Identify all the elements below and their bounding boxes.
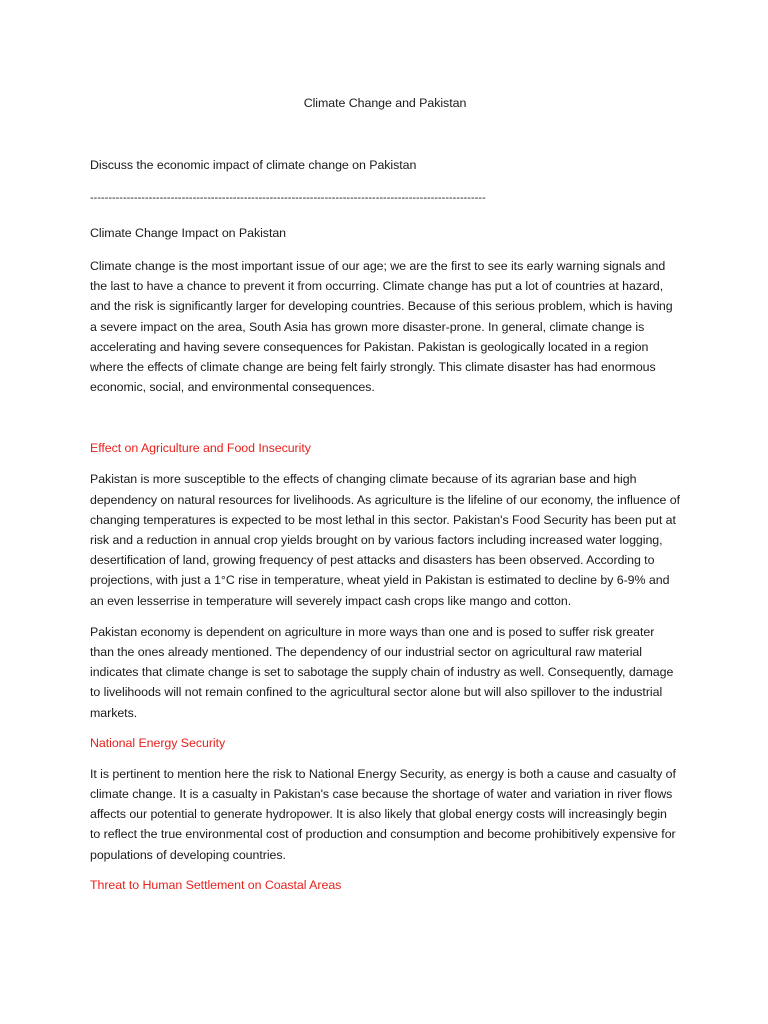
section-heading-agriculture: Effect on Agriculture and Food Insecurity xyxy=(90,441,311,456)
question-text: Discuss the economic impact of climate change on Pakistan xyxy=(90,158,417,172)
paragraph-agriculture-1: Pakistan is more susceptible to the effects of changing climate because of its agrarian base and high dependency on natural resources for livelihoods. As agriculture is the lifeline of our economy, the influence of changing temperatures is expected to be most lethal in this sector. Pakistan's Food Security has been put at risk and a reduction in annual crop yields brought on by various factors including increased water logging, desertification of land, growing frequency of pest attacks and disasters has been observed. According to projections, with just a 1°C rise in temperature, wheat yield in Pakistan is estimated to decline by 6-9% and an even lesserrise in temperature will severely impact cash crops like mango and cotton. xyxy=(90,472,680,608)
paragraph-energy: It is pertinent to mention here the risk to National Energy Security, as energy is both a cause and casualty of climate change. It is a casualty in Pakistan's case because the shortage of water and variation in river flows affects our potential to generate hydropower. It is also likely that global energy costs will increasingly begin to reflect the true environmental cost of production and consumption and become prohibitively expensive for populations of developing countries. xyxy=(90,766,676,862)
section-heading-energy: National Energy Security xyxy=(90,735,226,750)
divider-line: ------------------------------------------------------------------------------------------------------------ xyxy=(90,192,486,204)
paragraph-climate-impact: Climate change is the most important issue of our age; we are the first to see its early warning signals and the last to have a chance to prevent it from occurring. Climate change has put a lot of countries at hazard, and the risk is significantly larger for developing countries. Because of this serious problem, which is having a severe impact on the area, South Asia has grown more disaster-prone. In general, climate change is accelerating and having severe consequences for Pakistan. Pakistan is geologically located in a region where the effects of climate change are being felt fairly strongly. This climate disaster has had enormous economic, social, and environmental consequences. xyxy=(90,259,673,395)
section-heading-climate-impact: Climate Change Impact on Pakistan xyxy=(90,226,287,240)
paragraph-agriculture-2: Pakistan economy is dependent on agriculture in more ways than one and is posed to suffer risk greater than the ones already mentioned. The dependency of our industrial sector on agricultural raw material indicates that climate change is set to sabotage the supply chain of industry as well. Consequently, damage to livelihoods will not remain confined to the agricultural sector alone but will also spillover to the industrial markets. xyxy=(90,624,674,720)
document-title: Climate Change and Pakistan xyxy=(303,96,467,110)
document-content xyxy=(90,94,680,908)
section-heading-coastal: Threat to Human Settlement on Coastal Areas xyxy=(90,877,342,892)
